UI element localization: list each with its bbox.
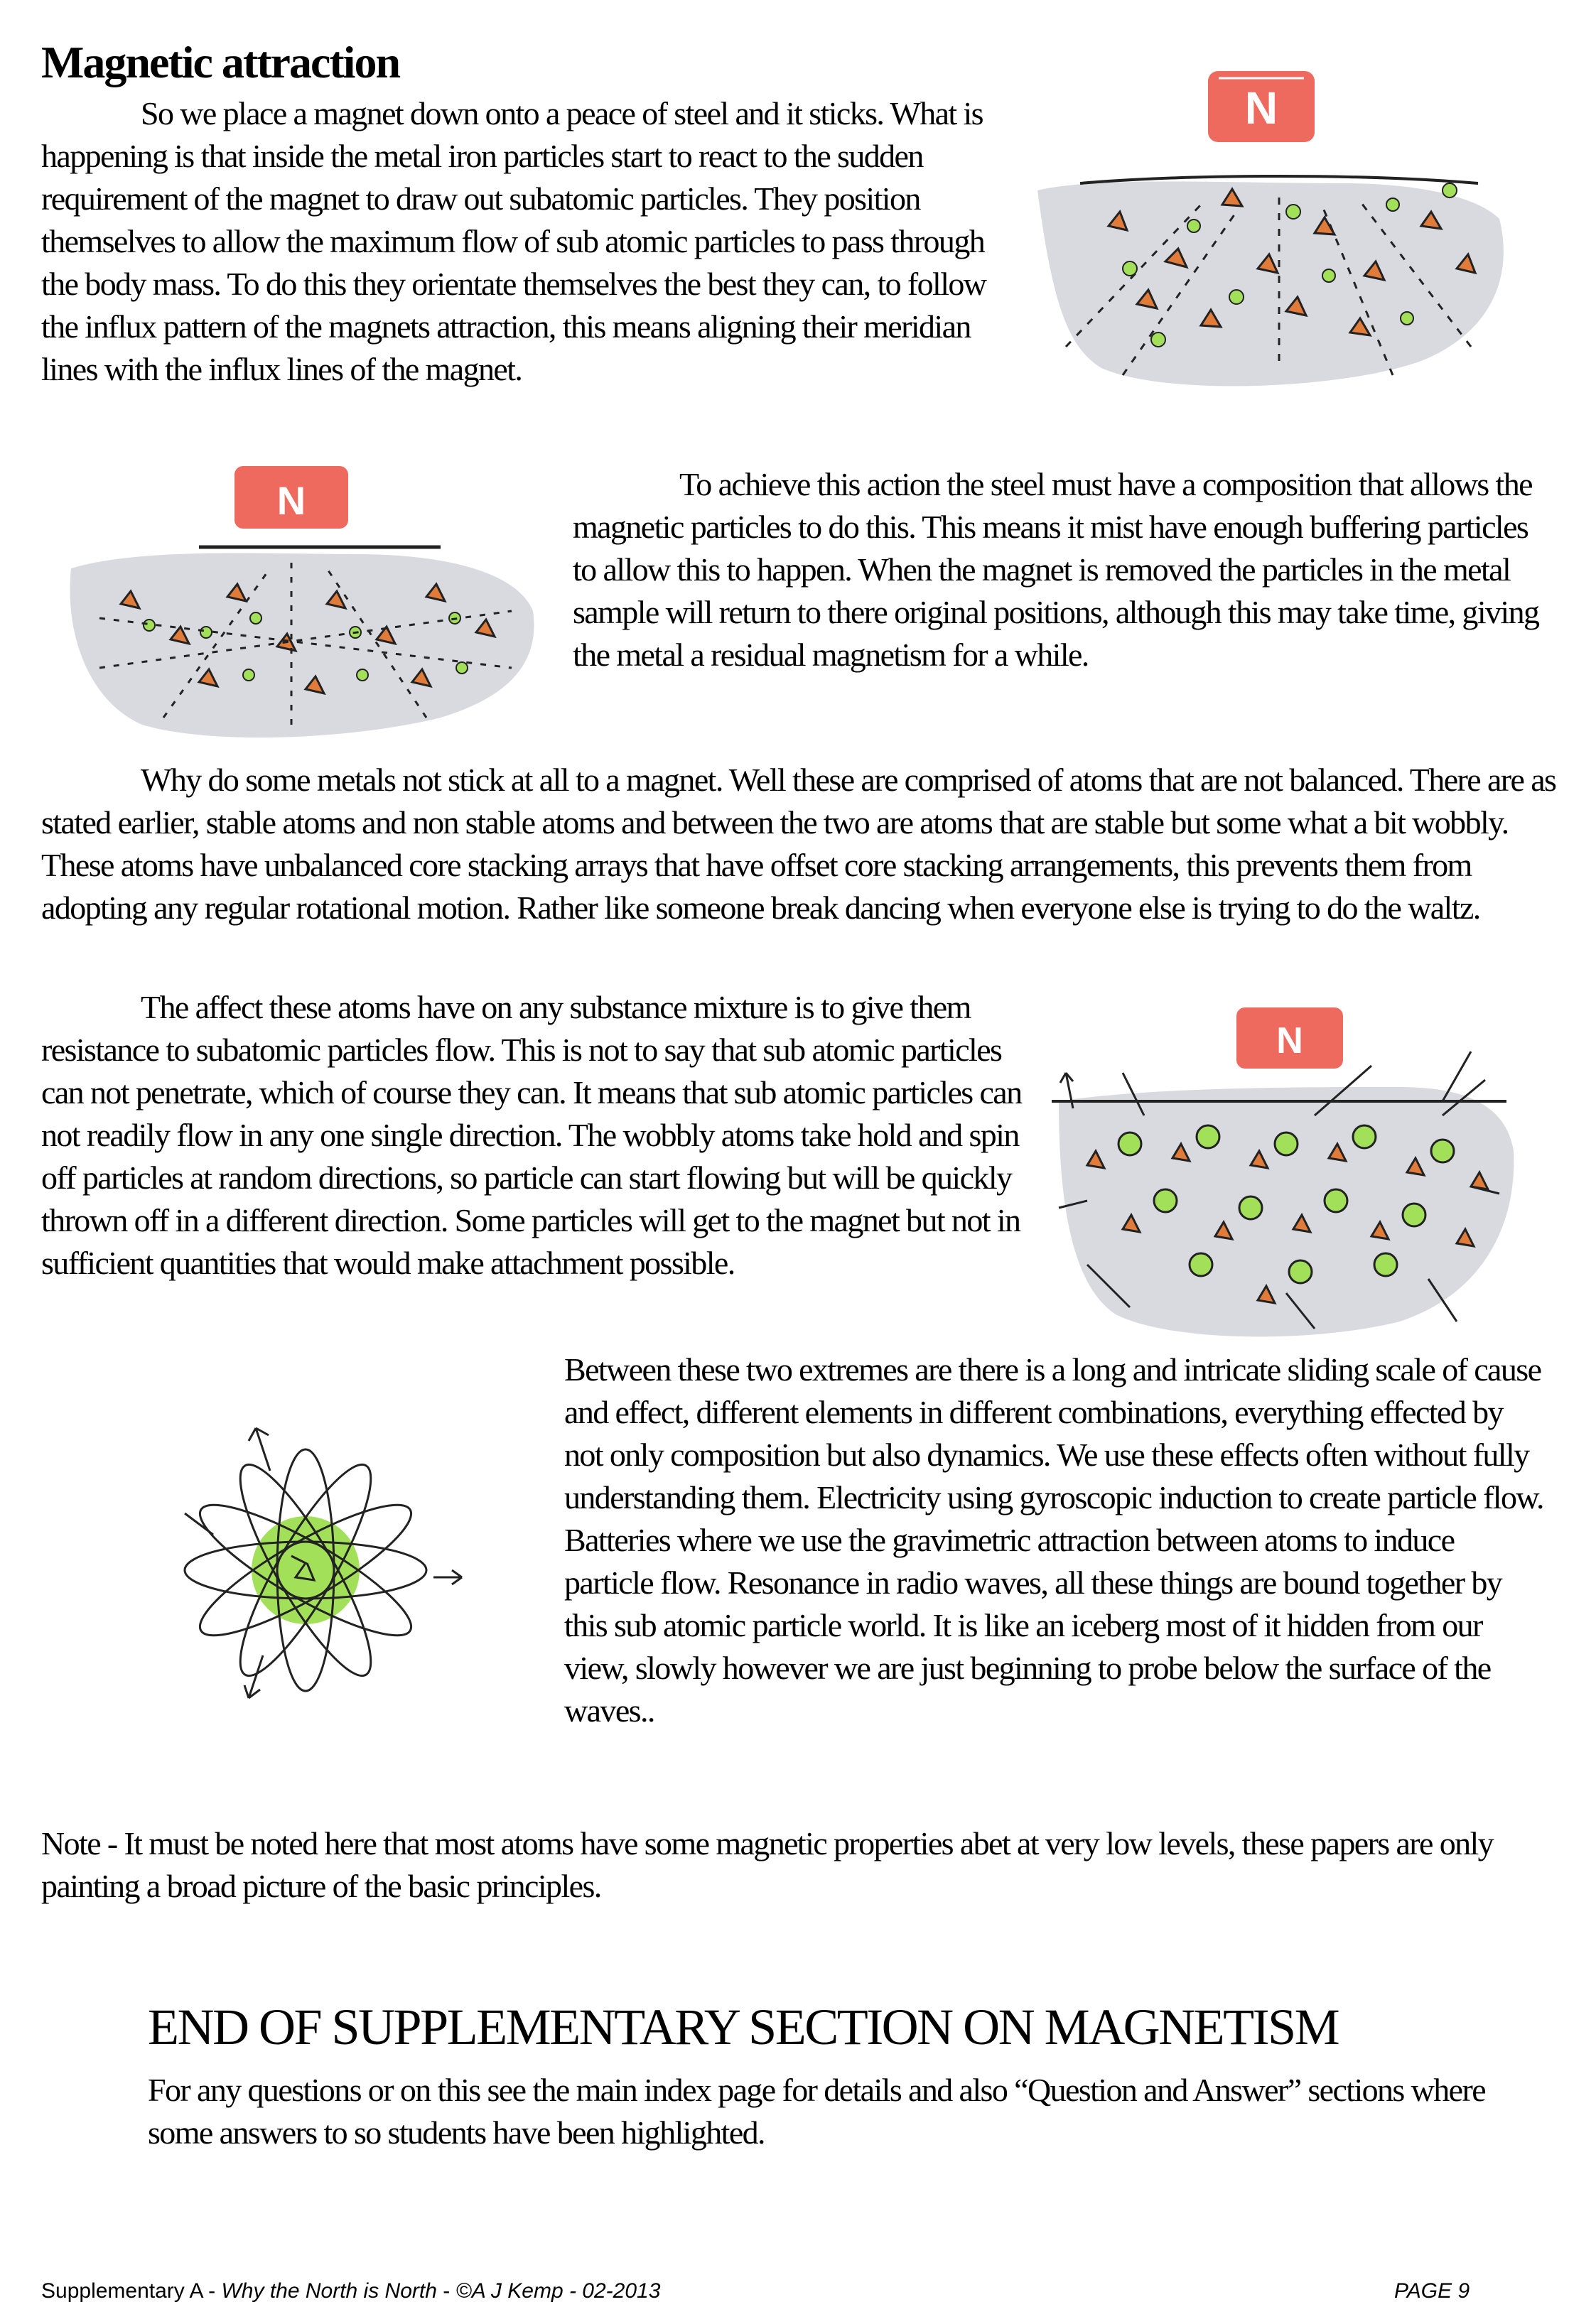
paragraph-1 xyxy=(41,92,1008,391)
note-text: Note - It must be noted here that most atoms have some magnetic properties abet at very low levels, these papers are only painting a broad picture of the basic principles. xyxy=(41,1825,1494,1904)
footer-copyright: ©A J Kemp - 02-2013 xyxy=(455,2279,661,2303)
paragraph-5-text: Between these two extremes are there is a long and intricate sliding scale of cause and effect, different elements in different combinations, everything effected by not only composition but also dynamics. We use these effects often without fully understanding them. Electricity using gyroscopic induction to create particle flow. Batteries where we use the gravimetric attraction between atoms to induce particle flow. Resonance in radio waves, all these things are bound together by this sub atomic particle world. It is like an iceberg most of it hidden from our view, slowly however we are just beginning to probe below the surface of the waves.. xyxy=(564,1351,1543,1729)
footer-page-number: PAGE 9 xyxy=(1394,2279,1470,2303)
end-section-heading: END OF SUPPLEMENTARY SECTION ON MAGNETISM xyxy=(148,1999,1339,2055)
magnet-n-label: N xyxy=(1244,82,1278,134)
figure-spinning-atom xyxy=(163,1414,476,1726)
figure-wobbly-atoms xyxy=(1045,995,1521,1350)
footer-title: Why the North is North xyxy=(221,2279,437,2303)
end-section-text xyxy=(148,2069,1498,2154)
end-section-body: For any questions or on this see the main index page for details and also “Question and Answer” sections where some answers to so students have been highlighted. xyxy=(148,2072,1486,2151)
paragraph-3 xyxy=(41,759,1562,929)
figure-magnet-steel-aligned xyxy=(1023,63,1521,404)
footer-left xyxy=(41,2279,660,2303)
paragraph-5 xyxy=(564,1349,1545,1732)
magnet-n-label-2: N xyxy=(276,478,306,523)
paragraph-1-text: So we place a magnet down onto a peace of steel and it sticks. What is happening is that inside the metal iron particles start to react to the sudden requirement of the magnet to draw out subatomic particles. They position themselves to allow the maximum flow of sub atomic particles to pass through the body mass. To do this they orientate themselves the best they can, to follow the influx pattern of the magnets attraction, this means aligning their meridian lines with the influx lines of the magnet. xyxy=(41,95,986,387)
paragraph-2-text: To achieve this action the steel must have a composition that allows the magnetic particles to do this. This means it mist have enough buffering particles to allow this to happen. When the magnet is removed the particles in the metal sample will return to there original positions, although this may take time, giving the metal a residual magnetism for a while. xyxy=(573,466,1539,673)
paragraph-4-text: The affect these atoms have on any substance mixture is to give them resistance to subatomic particles flow. This is not to say that sub atomic particles can not penetrate, which of course they can. It means that sub atomic particles can not readily flow in any one single direction. The wobbly atoms take hold and spin off particles at random directions, so particle can start flowing but will be quickly thrown off in a different direction. Some particles will get to the magnet but not in sufficient quantities that would make attachment possible. xyxy=(41,989,1022,1281)
note-paragraph xyxy=(41,1822,1541,1908)
magnet-n-label-3: N xyxy=(1276,1020,1303,1061)
paragraph-2 xyxy=(573,463,1539,676)
figure-magnet-metal-buffering xyxy=(57,455,547,753)
paragraph-3-text: Why do some metals not stick at all to a magnet. Well these are comprised of atoms that are not balanced. There are as stated earlier, stable atoms and non stable atoms and between the two are atoms that are stable but some what a bit wobbly. These atoms have unbalanced core stacking arrays that have offset core stacking arrangements, this prevents them from adopting any regular rotational motion. Rather like someone break dancing when everyone else is trying to do the waltz. xyxy=(41,762,1556,926)
page-title: Magnetic attraction xyxy=(41,37,400,87)
footer-separator: - xyxy=(436,2279,456,2303)
footer-prefix: Supplementary A - xyxy=(41,2279,222,2303)
paragraph-4 xyxy=(41,986,1036,1285)
